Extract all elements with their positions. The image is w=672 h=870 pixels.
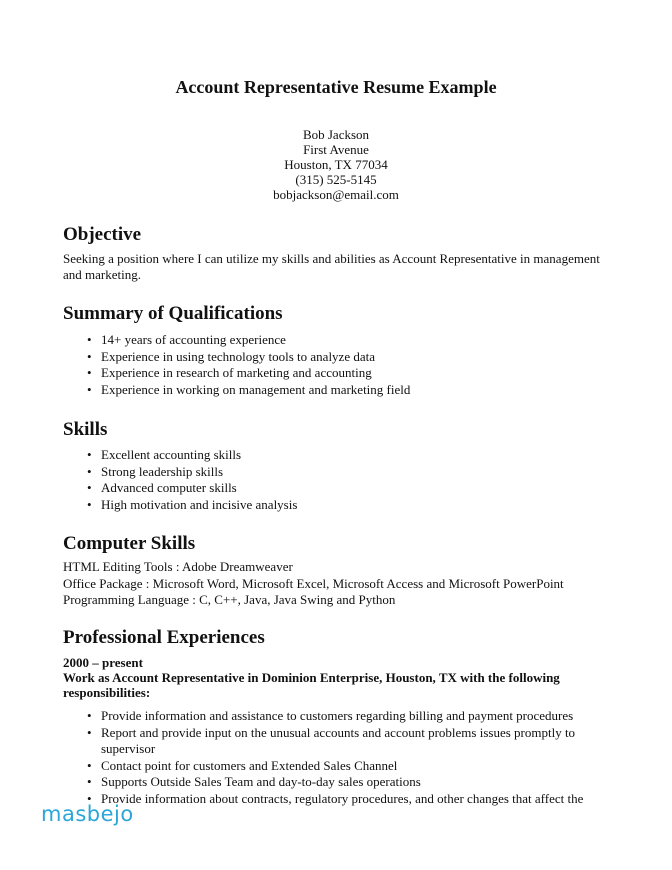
experience-period: 2000 – present [63, 655, 143, 670]
list-item: • Experience in using technology tools to analyze data [63, 349, 603, 366]
contact-phone: (315) 525-5145 [295, 172, 377, 187]
objective-line: Seeking a position where I can utilize my skills and abilities as Account Representative in management [63, 251, 600, 266]
experience-role-line: responsibilities: [63, 685, 151, 700]
skills-list [63, 447, 603, 513]
objective-heading: Objective [63, 224, 142, 245]
list-item: • Supports Outside Sales Team and day-to-day sales operations [63, 774, 623, 791]
computer-skills-line: Office Package : Microsoft Word, Microsoft Excel, Microsoft Access and Microsoft PowerPoint [63, 575, 564, 591]
list-item: • High motivation and incisive analysis [63, 497, 603, 514]
skills-heading: Skills [63, 419, 108, 440]
experience-role [63, 655, 643, 700]
computer-skills-heading: Computer Skills [63, 533, 196, 554]
list-item: • Provide information and assistance to customers regarding billing and payment procedures [63, 708, 623, 725]
contact-name: Bob Jackson [302, 127, 370, 142]
computer-skills-line: Programming Language : C, C++, Java, Java Swing and Python [63, 592, 396, 607]
objective-text [63, 251, 623, 283]
list-item: • 14+ years of accounting experience [63, 332, 603, 349]
contact-email: bobjackson@email.com [273, 187, 399, 202]
computer-skills-text [63, 559, 623, 609]
experience-list [63, 708, 623, 807]
contact-block [0, 127, 672, 202]
list-item: • Experience in working on management and marketing field [63, 382, 603, 399]
list-item: • Excellent accounting skills [63, 447, 603, 464]
list-item: • Provide information about contracts, regulatory procedures, and other changes that affect the [63, 791, 623, 808]
objective-line: and marketing. [63, 267, 141, 282]
list-item: • Experience in research of marketing and accounting [63, 365, 603, 382]
summary-heading: Summary of Qualifications [63, 303, 283, 324]
contact-city: Houston, TX 77034 [284, 157, 388, 172]
list-item: • Contact point for customers and Extended Sales Channel [63, 758, 623, 775]
computer-skills-line: HTML Editing Tools : Adobe Dreamweaver [63, 559, 293, 574]
experience-heading: Professional Experiences [63, 627, 265, 648]
summary-list [63, 332, 603, 398]
experience-role-line: Work as Account Representative in Dominion Enterprise, Houston, TX with the following [63, 670, 560, 685]
list-item: • Strong leadership skills [63, 464, 603, 481]
list-item: • Report and provide input on the unusual accounts and account problems issues promptly to supervisor [63, 725, 623, 758]
resume-title: Account Representative Resume Example [175, 77, 497, 97]
list-item: • Advanced computer skills [63, 480, 603, 497]
contact-street: First Avenue [303, 142, 369, 157]
watermark-logo: masbejo [41, 802, 134, 826]
